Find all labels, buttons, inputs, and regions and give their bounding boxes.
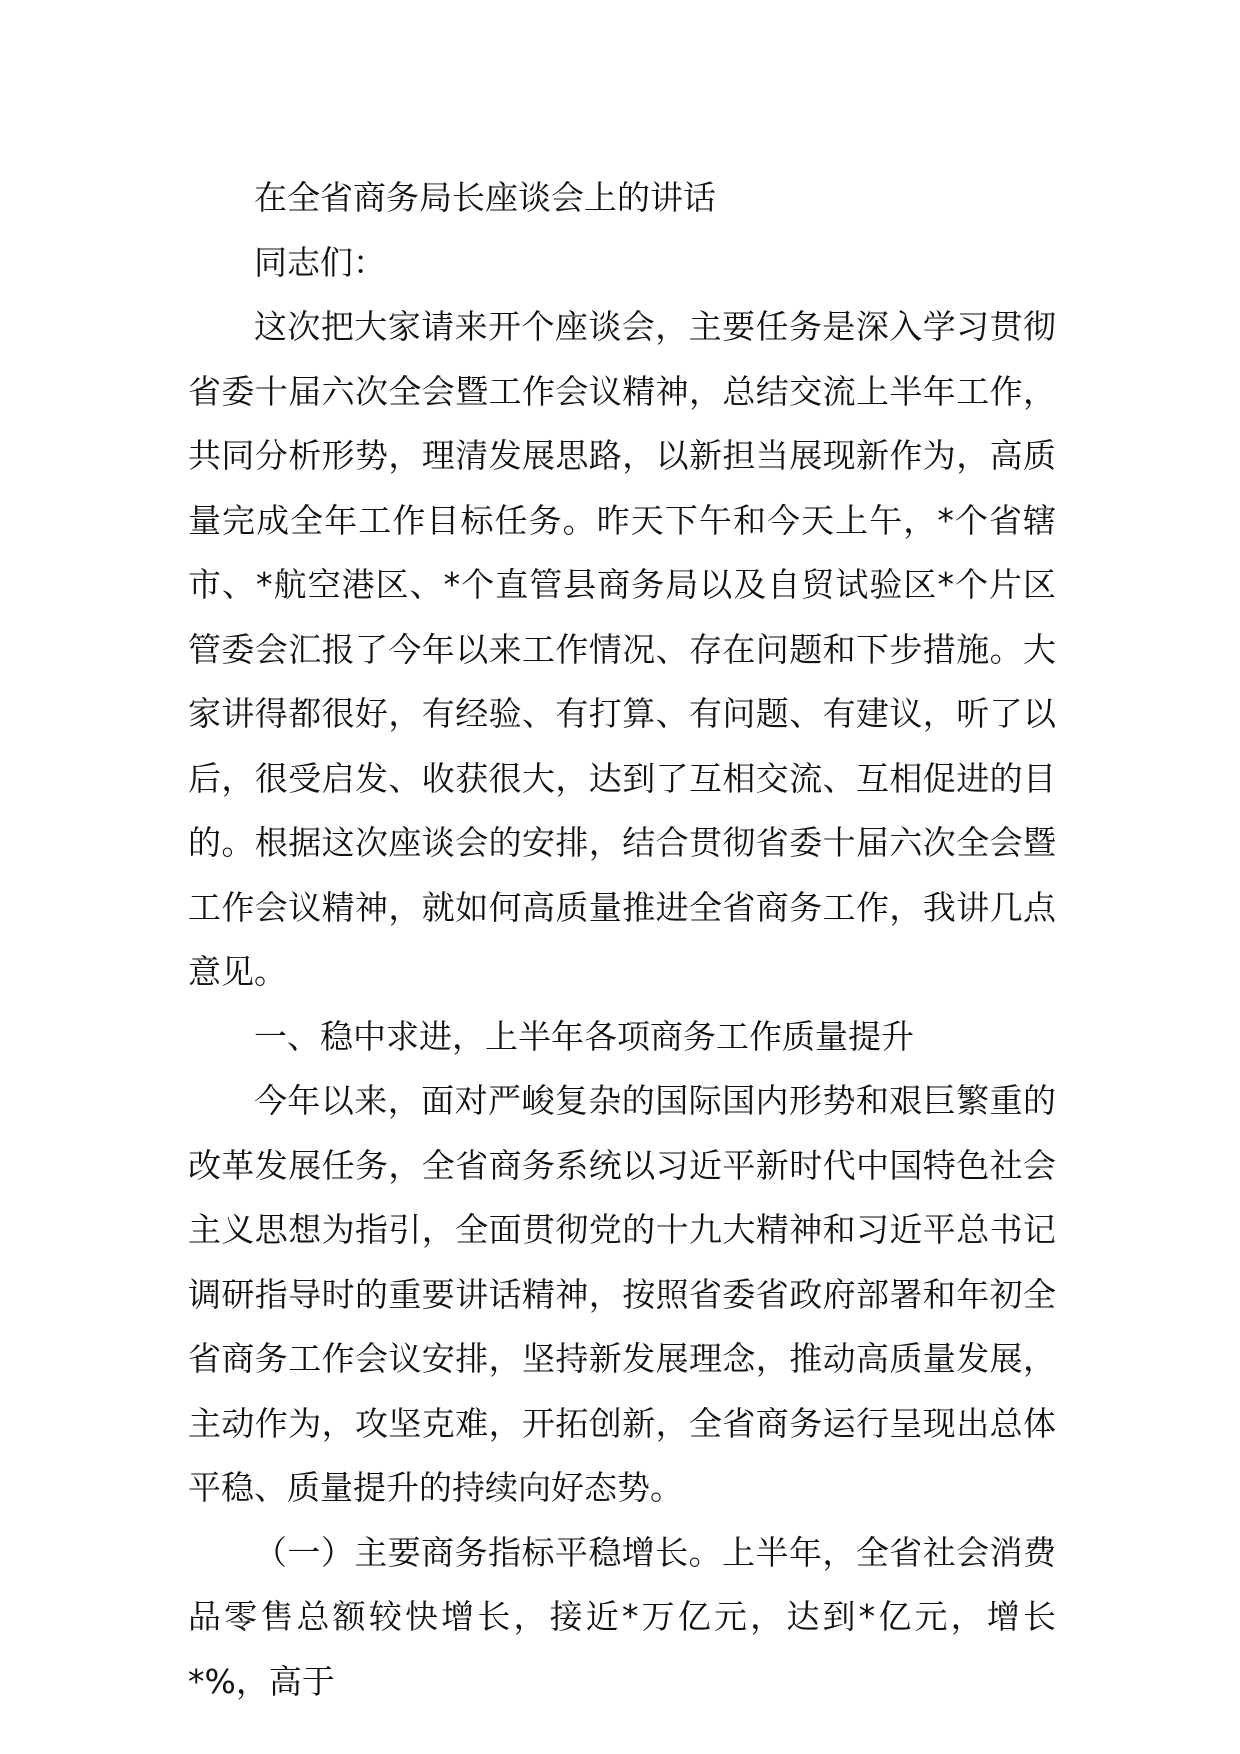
salutation: 同志们： — [254, 242, 386, 282]
intro-paragraph: 这次把大家请来开个座谈会，主要任务是深入学习贯彻省委十届六次全会暨工作会议精神，总结交流上半年工作，共同分析形势，理清发展思路，以新担当展现新作为，高质量完成全年工作目标任务。昨天下午和今天上午，*个省辖市、*航空港区、*个直管县商务局以及自贸试验区*个片区管委会汇报了今年以来工作情况、存在问题和下步措施。大家讲得都很好，有经验、有打算、有问题、有建议，听了以后，很受启发、收获很大，达到了互相交流、互相促进的目的。根据这次座谈会的安排，结合贯彻省委十届六次全会暨工作会议精神，就如何高质量推进全省商务工作，我讲几点意见。 — [188, 307, 1056, 991]
speech-title: 在全省商务局长座谈会上的讲话 — [254, 178, 716, 217]
section-heading-1: 一、稳中求进，上半年各项商务工作质量提升 — [254, 1016, 914, 1056]
subsection-1-paragraph: （一）主要商务指标平稳增长。上半年，全省社会消费品零售总额较快增长，接近*万亿元，达到*亿元，增长*%，高于 — [188, 1532, 1056, 1701]
section-1-paragraph: 今年以来，面对严峻复杂的国际国内形势和艰巨繁重的改革发展任务，全省商务系统以习近平新时代中国特色社会主义思想为指引，全面贯彻党的十九大精神和习近平总书记调研指导时的重要讲话精神，按照省委省政府部署和年初全省商务工作会议安排，坚持新发展理念，推动高质量发展，主动作为，攻坚克难，开拓创新，全省商务运行呈现出总体平稳、质量提升的持续向好态势。 — [188, 1081, 1056, 1507]
document-body — [188, 166, 1056, 1714]
